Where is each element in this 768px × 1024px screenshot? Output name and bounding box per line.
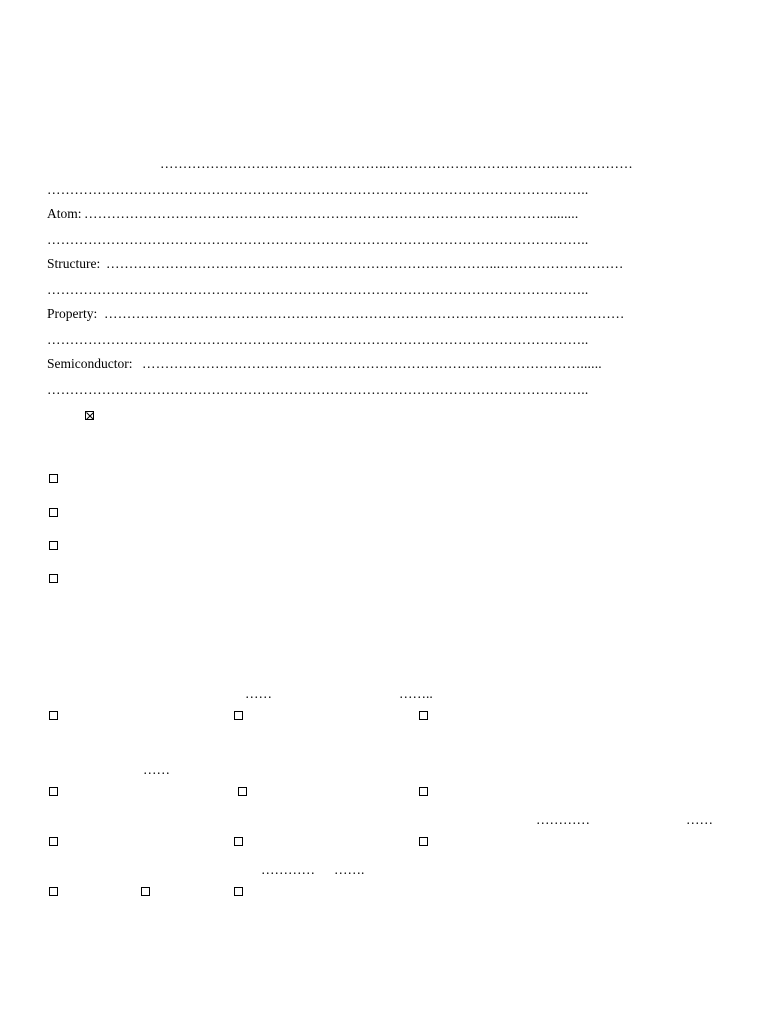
checkbox-icon[interactable] (419, 837, 428, 846)
semiconductor-fill-line[interactable]: ……………………………………………………………………………………...... (142, 356, 602, 371)
property-label: Property: (47, 306, 98, 321)
checkbox-icon[interactable] (49, 541, 58, 550)
fill-line[interactable]: ……………………………………………………………………………………………………….. (47, 332, 589, 347)
answer-blank[interactable]: …… (245, 686, 272, 701)
answer-blank[interactable]: ………… (261, 862, 315, 877)
answer-blank[interactable]: ………… (536, 812, 590, 827)
heading-fill-line[interactable]: …………………………………………..……………………………………………… (160, 156, 633, 171)
checkbox-icon[interactable] (49, 574, 58, 583)
fill-line[interactable]: ……………………………………………………………………………………………………….. (47, 282, 589, 297)
atom-label: Atom: (47, 206, 82, 221)
checkbox-icon[interactable] (234, 887, 243, 896)
answer-blank[interactable]: …… (143, 762, 170, 777)
checked-box-icon[interactable] (85, 411, 94, 420)
structure-label: Structure: (47, 256, 101, 271)
fill-line[interactable]: ……………………………………………………………………………………………………….. (47, 232, 589, 247)
answer-blank[interactable]: ……. (334, 862, 365, 877)
checkbox-icon[interactable] (49, 508, 58, 517)
checkbox-icon[interactable] (49, 711, 58, 720)
semiconductor-label: Semiconductor: (47, 356, 133, 371)
checkbox-icon[interactable] (419, 787, 428, 796)
checkbox-icon[interactable] (238, 787, 247, 796)
checkbox-icon[interactable] (141, 887, 150, 896)
fill-line[interactable]: ……………………………………………………………………………………………………….. (47, 382, 589, 397)
atom-fill-line[interactable]: …………………………………………………………………………………………........ (84, 206, 579, 221)
checkbox-icon[interactable] (49, 837, 58, 846)
checkbox-icon[interactable] (419, 711, 428, 720)
answer-blank[interactable]: …….. (399, 686, 433, 701)
checkbox-icon[interactable] (49, 787, 58, 796)
checkbox-icon[interactable] (234, 711, 243, 720)
fill-line[interactable]: ……………………………………………………………………………………………………….. (47, 182, 589, 197)
structure-fill-line[interactable]: …………………………………………………………………………...……………………… (106, 256, 624, 271)
checkbox-icon[interactable] (49, 887, 58, 896)
property-fill-line[interactable]: …………………………………………………………………………………………………… (104, 306, 625, 321)
answer-blank[interactable]: …… (686, 812, 713, 827)
checkbox-icon[interactable] (49, 474, 58, 483)
checkbox-icon[interactable] (234, 837, 243, 846)
